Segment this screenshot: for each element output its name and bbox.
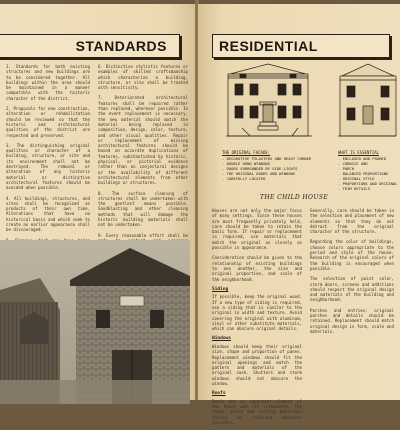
standard-paragraph: 4. All buildings, structures, and sites shall be recognized as products of their own time. Alterations that have no historical basis and which seek to create an earlier appearance shall be discouraged. — [6, 195, 90, 233]
house-sketch-left — [226, 64, 312, 136]
residential-paragraph: Regarding the color of buildings, choose colors appropriate to the period and style of the house. Research of the original colors of the building is encouraged when possible. — [310, 239, 394, 271]
essential-note-item: - ORIGINAL STYLE — [338, 176, 375, 181]
residential-paragraph: Generally, care should be taken in the selection and placement of new elements so that they do not detract from the original character of the structure. — [310, 208, 394, 235]
right-page — [198, 4, 400, 425]
standard-paragraph: 2. Proposals for new construction, alteration or rehabilitation should be reviewed so that the historic and architectural qualities of the district are respected and preserved. — [6, 106, 90, 138]
standard-paragraph: 8. The surface cleaning of structures shall be undertaken with the gentlest means possible. Sandblasting and other cleaning methods that will damage the historic building materials shall not be undertaken. — [98, 190, 188, 228]
barn-photo-image — [0, 240, 190, 404]
sketch-caption: THE CHILD HOUSE — [260, 194, 329, 201]
facade-note-item: - CAREFULLY LOCATED — [222, 176, 266, 181]
residential-column-1 — [212, 208, 302, 430]
essential-note-item: - ENCLOSED AND FRAMED — [338, 156, 387, 161]
subsection-heading: Roofs — [212, 391, 226, 397]
subsection-heading: Siding — [212, 286, 229, 292]
essential-notes — [338, 150, 398, 191]
facade-note-item: - THE ORIGINAL DOORS AND WINDOWS — [222, 171, 296, 176]
facade-note-item: - DECORATIVE PILASTERS AND HEAVY CORNER — [222, 156, 312, 161]
residential-paragraph: Windows should keep their original size, shape and proportion of panes. Replacement windows should fit the original openings and match the pattern and materials of the original sash. Shutters and storm windows should not obscure the window. — [212, 343, 302, 387]
essential-note-item: - BALANCED PROPORTIONS — [338, 171, 389, 176]
residential-heading: RESIDENTIAL — [219, 38, 318, 54]
standard-paragraph: 1. Standards for both existing structures and new buildings are to be considered together. All buildings within the area should be maintained in a manner compatible with the historic character of the district. — [6, 64, 90, 101]
residential-header-box — [212, 34, 390, 58]
residential-paragraph: Houses are not only the major focus of many settings. Since these houses are most frequently privately held, care should be taken to retain the basic form. If repair or replacement is required, use materials that match the original as closely as possible in appearance. — [212, 208, 302, 251]
left-page — [0, 4, 196, 400]
standard-paragraph: 3. The distinguishing original qualities or character of a building, structure, or site and its environment shall not be destroyed. The removal or alteration of any historic material or distinctive architectural features should be avoided when possible. — [6, 142, 90, 191]
residential-paragraph: Porches and entries: original porches and details should be retained. Replacement should match original design in form, scale and materials. — [310, 307, 394, 334]
house-sketch-right — [338, 64, 396, 136]
essential-note-item: - CORNICE AND — [338, 161, 368, 166]
original-facade-notes — [222, 150, 314, 181]
residential-paragraph: If possible, keep the original wood. If a new type of siding is required, use a siding that is similar to the original in width and texture. Avoid covering the original with aluminum, vinyl or other substitute materials, which can obscure original details. — [212, 294, 302, 332]
residential-column-2 — [310, 208, 394, 339]
standards-heading: STANDARDS — [75, 38, 167, 54]
barn-photograph — [0, 240, 190, 404]
standard-paragraph: 9. Every reasonable effort shall be — [98, 232, 188, 238]
essential-note-item: - TRIM DETAILS — [338, 186, 371, 191]
original-facade-title: THE ORIGINAL FACADE: — [222, 150, 271, 155]
subsection-heading: Windows — [212, 336, 231, 342]
residential-paragraph: Roofs are an important element of the house and its silhouette. The shape, pitch and roofing materials should be retained wherever possible. — [212, 398, 302, 425]
standard-paragraph: 7. Deteriorated architectural features shall be repaired rather than replaced, wherever possible. In the event replacement is necessary, the new material should match the material being replaced in composition, design, color, texture, and other visual qualities. Repair or replacement of missing architectural features should be based on accurate duplications of features, substantiated by historic, physical, or pictorial evidence rather than on conjectural designs or the availability of different architectural elements from other buildings or structures. — [98, 95, 188, 186]
essential-notes-title: WHAT IS ESSENTIAL — [338, 150, 379, 155]
residential-paragraph: The selection of paint color, storm doors, screens and additions should respect the original design and materials of the building and neighborhood. — [310, 276, 394, 303]
essential-note-item: - PROPORTIONS AND ORIGINAL — [338, 181, 398, 186]
essential-note-item: - PORCH — [338, 166, 355, 171]
facade-note-item: - DOORS SURROUNDED BY SIDE-LIGHTS — [222, 166, 298, 171]
standards-header-box — [0, 34, 180, 58]
residential-paragraph: Consideration should be given to the relationship of existing buildings to one another, the size and original proportion, and scale of the neighborhood. — [212, 255, 302, 282]
facade-note-item: - DOUBLE HUNG WINDOWS — [222, 161, 271, 166]
standard-paragraph: 6. Distinctive stylistic features or examples of skilled craftsmanship which characterize a building, structure, or site shall be treated with sensitivity. — [98, 64, 188, 91]
